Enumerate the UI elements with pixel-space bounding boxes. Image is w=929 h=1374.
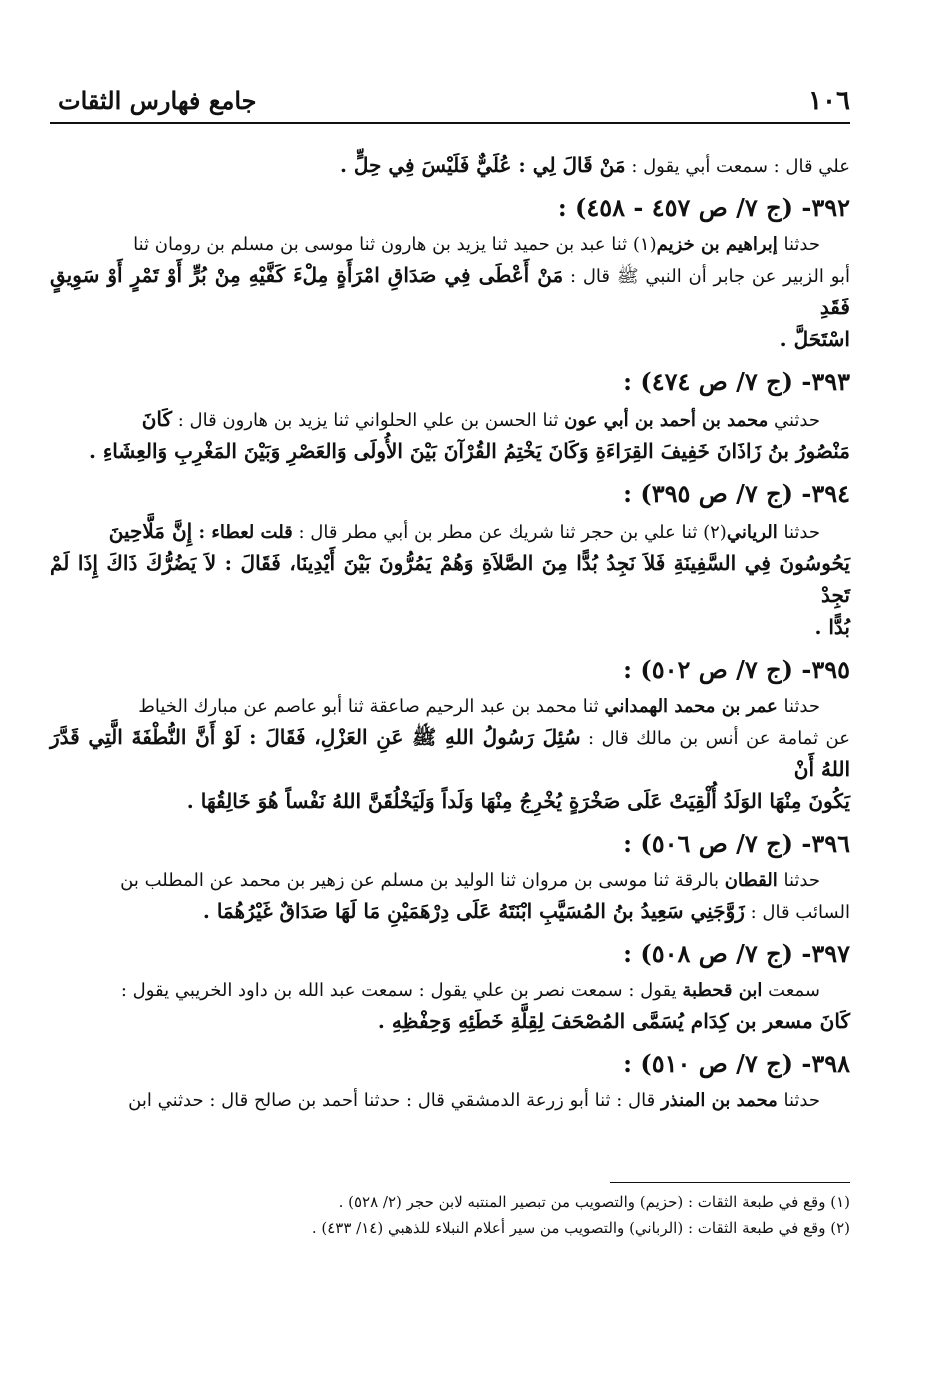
narrator-name: محمد بن أحمد بن أبي عون <box>564 410 769 431</box>
narration-text: عن ثمامة عن أنس بن مالك قال : <box>580 728 850 749</box>
narration-text: ثنا محمد بن عبد الرحيم صاعقة ثنا أبو عاصم عن مبارك الخياط <box>138 696 605 717</box>
narration-text: حدثنا <box>777 870 820 891</box>
footnote-2: (٢) وقع في طبعة الثقات : (الرباني) والتصويب من سير أعلام النبلاء للذهبي (١٤/ ٤٣٣) . <box>311 1219 850 1237</box>
narrator-name: ابن قحطبة <box>682 980 763 1001</box>
narration-text: حدثني <box>768 410 820 431</box>
page-number: ١٠٦ <box>808 86 850 116</box>
hadith-entry <box>50 364 850 468</box>
quoted-text: مَنْ قَالَ لِي : عُلَيٌّ فَلَيْسَ فِي حِلٍّ . <box>339 153 626 177</box>
text-line <box>50 404 850 436</box>
text-line <box>50 866 850 896</box>
entry-heading: ٣٩٧- (ج ٧/ ص ٥٠٨) : <box>623 939 850 968</box>
quoted-text: اسْتَحَلَّ . <box>779 327 850 351</box>
quoted-text: مَنْصُورُ بنُ زَاذَانَ خَفِيفَ القِرَاءَةِ وَكَانَ يَخْتِمُ القُرْآنَ بَيْنَ الأُولَى وَالعَصْرِ وَبَيْنَ المَغْرِبِ وَالعِشَاءِ . <box>88 439 850 463</box>
text-line <box>50 548 850 612</box>
narration-text: حدثنا <box>777 522 820 543</box>
narration-text: ثنا الحسن بن علي الحلواني ثنا يزيد بن هارون قال : <box>172 410 565 431</box>
quoted-text: كَانَ <box>141 407 173 431</box>
text-line <box>50 1006 850 1038</box>
text-line <box>50 612 850 644</box>
text-line <box>50 692 850 722</box>
entry-heading: ٣٩٨- (ج ٧/ ص ٥١٠) : <box>623 1049 850 1078</box>
narration-text: قلت لعطاء : <box>192 522 293 543</box>
header-rule <box>50 122 850 124</box>
footnote-rule <box>610 1182 850 1183</box>
narration-text: سمعت <box>762 980 820 1001</box>
text-line <box>50 1086 850 1116</box>
text-line <box>50 436 850 468</box>
entry-heading: ٣٩٦- (ج ٧/ ص ٥٠٦) : <box>623 829 850 858</box>
narration-text: حدثنا <box>777 1090 820 1111</box>
entry-heading: ٣٩٥- (ج ٧/ ص ٥٠٢) : <box>623 655 850 684</box>
narrator-name: إبراهيم بن خزيم <box>656 234 778 255</box>
text-line <box>50 516 850 548</box>
text-line <box>50 786 850 818</box>
hadith-entry <box>50 476 850 644</box>
text-line <box>50 896 850 928</box>
quoted-text: سُئِلَ رَسُولُ اللهِ ﷺ عَنِ العَزْلِ، فَقَالَ : لَوْ أَنَّ النُّطْفَةَ الَّتِي قَدَّرَ اللهُ أَنْ <box>50 725 850 781</box>
quoted-text: كَانَ مسعر بن كِدَام يُسَمَّى المُصْحَفَ لِقِلَّةِ خَطَئِهِ وَحِفْظِهِ . <box>377 1009 850 1033</box>
quoted-text: مَنْ أَعْطَى فِي صَدَاقِ امْرَأَةٍ مِلْءَ كَفَّيْهِ مِنْ بُرٍّ أَوْ تَمْرٍ أَوْ سَوِيقٍ فَقَدِ <box>50 263 850 319</box>
entry-heading: ٣٩٢- (ج ٧/ ص ٤٥٧ - ٤٥٨) : <box>557 193 850 222</box>
quoted-text: بُدًّا . <box>814 615 850 639</box>
narration-text: حدثنا <box>777 234 820 255</box>
hadith-entry <box>50 826 850 928</box>
hadith-entry <box>50 652 850 818</box>
narration-text: (١) ثنا عبد بن حميد ثنا يزيد بن هارون ثنا موسى بن مسلم بن رومان ثنا <box>133 234 657 255</box>
narration-text: قال : ثنا أبو زرعة الدمشقي قال : حدثنا أحمد بن صالح قال : حدثني ابن <box>128 1090 661 1111</box>
text-line <box>50 260 850 324</box>
narrator-name: القطان <box>724 870 778 891</box>
narrator-name: الرياني <box>726 522 778 543</box>
text-line <box>50 722 850 786</box>
hadith-entry <box>50 150 850 182</box>
hadith-entry <box>50 190 850 356</box>
text-line <box>50 150 850 182</box>
page-header <box>50 84 850 124</box>
page-body <box>50 150 850 1116</box>
text-line <box>50 976 850 1006</box>
running-title: جامع فهارس الثقات <box>58 86 257 115</box>
quoted-text: زَوَّجَنِي سَعِيدُ بنُ المُسَيَّبِ ابْنَتَهُ عَلَى دِرْهَمَيْنِ مَا لَهَا صَدَاقٌ غَيْرُهُمَا . <box>202 899 745 923</box>
narration-text: بالرقة ثنا موسى بن مروان ثنا الوليد بن مسلم عن زهير بن محمد عن المطلب بن <box>120 870 725 891</box>
narration-text: يقول : سمعت نصر بن علي يقول : سمعت عبد الله بن داود الخريبي يقول : <box>120 980 683 1001</box>
entry-heading: ٣٩٤- (ج ٧/ ص ٣٩٥) : <box>623 479 850 508</box>
narration-text: أبو الزبير عن جابر أن النبي ﷺ قال : <box>563 266 851 287</box>
footnote-1: (١) وقع في طبعة الثقات : (حزيم) والتصويب من تبصير المنتبه لابن حجر (٢/ ٥٢٨) . <box>338 1193 850 1211</box>
hadith-entry <box>50 1046 850 1116</box>
text-line <box>50 230 850 260</box>
quoted-text: إِنَّ مَلَّاحِينَ <box>108 519 193 543</box>
narration-text: علي قال : سمعت أبي يقول : <box>625 156 850 177</box>
quoted-text: يَحُوسُونَ فِي السَّفِينَةِ فَلاَ نَجِدُ بُدًّا مِنَ الصَّلاَةِ وَهُمْ يَمُرُّونَ بَيْنَ أَيْدِينَا، فَقَالَ : لاَ يَضُرُّكَ ذَاكَ إِذَا لَمْ تَجِدْ <box>50 551 850 607</box>
narration-text: السائب قال : <box>744 902 850 923</box>
footnotes <box>50 1182 850 1241</box>
quoted-text: يَكُونَ مِنْهَا الوَلَدُ أُلْقِيَتْ عَلَى صَخْرَةٍ يُخْرِجُ مِنْهَا وَلَداً وَلَيَخْلُقَنَّ اللهُ نَفْساً هُوَ خَالِقُهَا . <box>186 789 850 813</box>
text-line <box>50 324 850 356</box>
narration-text: (٢) ثنا علي بن حجر ثنا شريك عن مطر بن أبي مطر قال : <box>292 522 727 543</box>
hadith-entry <box>50 936 850 1038</box>
entry-heading: ٣٩٣- (ج ٧/ ص ٤٧٤) : <box>623 367 850 396</box>
narrator-name: محمد بن المنذر <box>660 1090 778 1111</box>
narrator-name: عمر بن محمد الهمداني <box>604 696 778 717</box>
narration-text: حدثنا <box>777 696 820 717</box>
